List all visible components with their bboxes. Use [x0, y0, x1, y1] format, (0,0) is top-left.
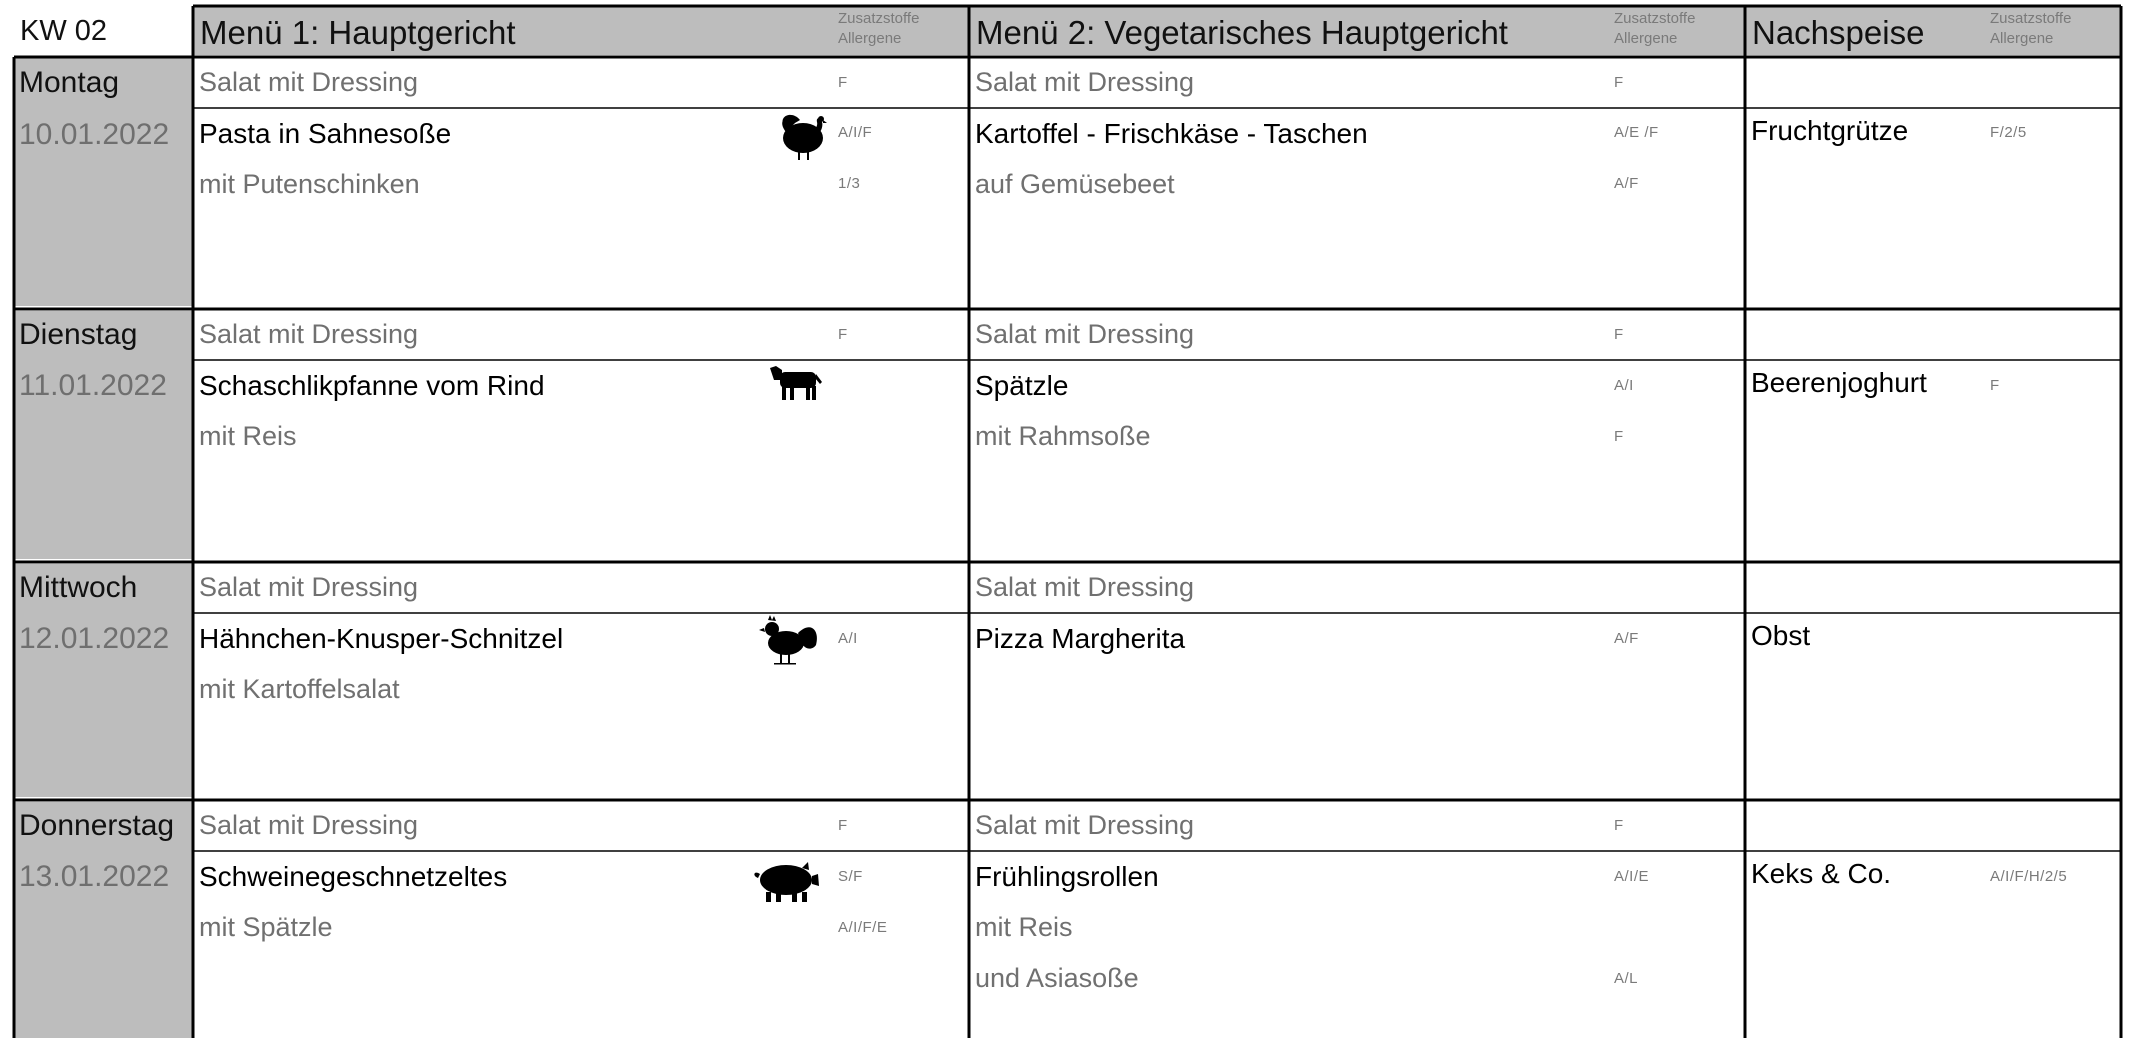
dessert-item: Obst [1751, 620, 1811, 651]
menu2-main-dish: Frühlingsrollen [975, 861, 1159, 892]
menu1-additives-header [838, 9, 919, 48]
additives-label: Zusatzstoffe [838, 10, 920, 27]
dessert-item: Beerenjoghurt [1751, 367, 1927, 398]
pig-icon [754, 862, 819, 902]
day-date: 11.01.2022 [19, 369, 167, 402]
allergens-label: Allergene [1614, 29, 1678, 47]
menu2-salad-code: F [1614, 817, 1624, 834]
menu1-main-dish: Pasta in Sahnesoße [199, 118, 452, 149]
day-date: 12.01.2022 [19, 622, 170, 655]
menu2-salad: Salat mit Dressing [975, 319, 1195, 349]
day-name: Dienstag [19, 318, 138, 351]
rooster-icon [759, 615, 817, 665]
menu2-side-code: F [1614, 428, 1624, 445]
menu1-salad: Salat mit Dressing [199, 810, 419, 840]
menu1-salad: Salat mit Dressing [199, 319, 419, 349]
menu2-header: Menü 2: Vegetarisches Hauptgericht [976, 14, 1508, 51]
menu2-main-dish: Kartoffel - Frischkäse - Taschen [975, 118, 1368, 149]
allergens-label: Allergene [1990, 29, 2054, 47]
additives-label: Zusatzstoffe [1990, 10, 2072, 27]
menu2-salad: Salat mit Dressing [975, 67, 1195, 97]
dessert-item: Keks & Co. [1751, 858, 1892, 889]
allergens-label: Allergene [838, 29, 902, 47]
day-name: Montag [19, 66, 120, 99]
menu1-side-code: 1/3 [838, 175, 861, 192]
menu1-main-code: A/I/F [838, 124, 873, 141]
menu2-main-dish: Spätzle [975, 370, 1069, 401]
menu2-main-code: A/F [1614, 630, 1639, 647]
day-date: 10.01.2022 [19, 118, 170, 151]
turkey-icon [782, 115, 827, 160]
dessert-code: A/I/F/H/2/5 [1990, 868, 2068, 885]
day-name: Mittwoch [19, 571, 138, 604]
dessert-additives-header [1990, 9, 2071, 48]
menu1-main-dish: Hähnchen-Knusper-Schnitzel [199, 623, 564, 654]
menu2-main-code: A/E /F [1614, 124, 1659, 141]
menu1-side-dish: mit Spätzle [199, 912, 333, 942]
menu1-side-dish: mit Kartoffelsalat [199, 674, 400, 704]
cow-icon [770, 366, 822, 400]
menu2-main-code: A/I [1614, 377, 1634, 394]
dessert-header: Nachspeise [1752, 14, 1925, 51]
menu1-salad-code: F [838, 326, 848, 343]
menu2-salad-code: F [1614, 74, 1624, 91]
menu2-additives-header [1614, 9, 1695, 48]
menu1-salad-code: F [838, 74, 848, 91]
day-name: Donnerstag [19, 809, 175, 842]
day-date: 13.01.2022 [19, 860, 170, 893]
menu2-extra-dish: und Asiasoße [975, 963, 1139, 993]
menu1-salad: Salat mit Dressing [199, 67, 419, 97]
menu2-side-dish: auf Gemüsebeet [975, 169, 1175, 199]
dessert-code: F [1990, 377, 2000, 394]
menu1-header: Menü 1: Hauptgericht [200, 14, 516, 51]
menu1-salad-code: F [838, 817, 848, 834]
menu1-main-code: A/I [838, 630, 858, 647]
menu1-main-code: S/F [838, 868, 863, 885]
menu2-side-dish: mit Rahmsoße [975, 421, 1151, 451]
menu2-extra-code: A/L [1614, 970, 1639, 987]
dessert-code: F/2/5 [1990, 124, 2027, 141]
dessert-item: Fruchtgrütze [1751, 115, 1909, 146]
menu2-main-code: A/I/E [1614, 868, 1650, 885]
menu1-main-dish: Schaschlikpfanne vom Rind [199, 370, 545, 401]
additives-label: Zusatzstoffe [1614, 10, 1696, 27]
menu1-salad: Salat mit Dressing [199, 572, 419, 602]
week-label: KW 02 [20, 15, 108, 47]
menu2-salad-code: F [1614, 326, 1624, 343]
menu1-side-code: A/I/F/E [838, 919, 888, 936]
menu2-main-dish: Pizza Margherita [975, 623, 1186, 654]
menu2-salad: Salat mit Dressing [975, 572, 1195, 602]
menu1-side-dish: mit Putenschinken [199, 169, 420, 199]
menu2-salad: Salat mit Dressing [975, 810, 1195, 840]
menu2-side-dish: mit Reis [975, 912, 1073, 942]
menu2-side-code: A/F [1614, 175, 1639, 192]
menu1-main-dish: Schweinegeschnetzeltes [199, 861, 508, 892]
menu1-side-dish: mit Reis [199, 421, 297, 451]
